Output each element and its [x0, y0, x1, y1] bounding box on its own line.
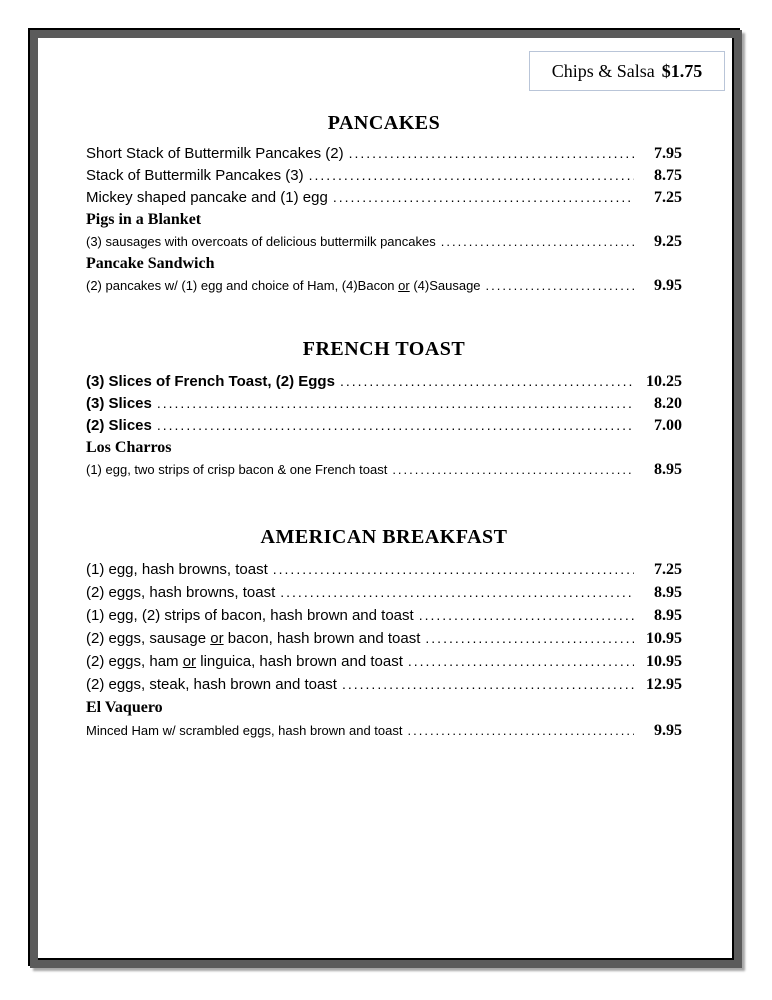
dot-leader: [425, 630, 634, 647]
menu-item-name: Mickey shaped pancake and (1) egg: [86, 189, 328, 206]
menu-item-name: (1) egg, two strips of crisp bacon & one French toast: [86, 462, 388, 477]
section-title-american-breakfast: AMERICAN BREAKFAST: [260, 526, 508, 548]
dot-leader: [333, 189, 634, 206]
menu-item-row: [86, 233, 682, 255]
menu-item-name: (3) sausages with overcoats of delicious buttermilk pancakes: [86, 234, 436, 249]
underlined-word: or: [398, 278, 410, 293]
dot-leader: [408, 722, 635, 739]
menu-item-row: [86, 373, 682, 395]
chips-salsa-label: Chips & Salsa: [551, 60, 655, 81]
section-title-french-toast: FRENCH TOAST: [302, 338, 466, 360]
menu-item-row: [86, 607, 682, 630]
dot-leader: [342, 676, 634, 693]
menu-item-price: 7.95: [654, 145, 682, 162]
menu-item-name: (2) eggs, steak, hash brown and toast: [86, 676, 337, 693]
menu-item-price: 12.95: [646, 676, 682, 693]
menu-item-price: 9.95: [654, 277, 682, 294]
underlined-word: or: [182, 653, 197, 670]
menu-item-name: (2) eggs, ham or linguica, hash brown and toast: [86, 653, 403, 670]
dot-leader: [340, 373, 634, 390]
menu-item-name: (1) egg, hash browns, toast: [86, 561, 268, 578]
menu-item-row: [86, 277, 682, 299]
dot-leader: [486, 277, 634, 294]
menu-subheader-name: El Vaquero: [86, 699, 163, 716]
menu-subheader-row: [86, 255, 682, 277]
menu-item-price: 8.75: [654, 167, 682, 184]
menu-item-price: 8.20: [654, 395, 682, 412]
menu-item-price: 10.95: [646, 653, 682, 670]
menu-item-row: [86, 630, 682, 653]
menu-item-price: 9.25: [654, 233, 682, 250]
menu-item-name: Minced Ham w/ scrambled eggs, hash brown and toast: [86, 723, 403, 738]
dot-leader: [349, 145, 634, 162]
menu-item-price: 8.95: [654, 607, 682, 624]
dot-leader: [408, 653, 634, 670]
menu-item-row: [86, 189, 682, 211]
menu-item-name: (2) Slices: [86, 417, 152, 434]
menu-item-row: [86, 676, 682, 699]
dot-leader: [441, 233, 634, 250]
menu-subheader-row: [86, 699, 682, 722]
dot-leader: [392, 461, 634, 478]
page-border-frame: [30, 30, 742, 968]
chips-salsa-price: $1.75: [661, 60, 703, 81]
menu-item-row: [86, 653, 682, 676]
menu-body: [86, 111, 682, 745]
menu-subheader-row: [86, 439, 682, 461]
underlined-word: or: [210, 630, 224, 647]
menu-item-name: Short Stack of Buttermilk Pancakes (2): [86, 145, 344, 162]
menu-item-price: 7.00: [654, 417, 682, 434]
menu-page: [38, 38, 734, 960]
menu-item-price: 7.25: [654, 561, 682, 578]
menu-item-row: [86, 461, 682, 483]
menu-subheader-name: Pigs in a Blanket: [86, 211, 202, 228]
menu-item-name: (3) Slices: [86, 395, 152, 412]
section-title-pancakes: PANCAKES: [327, 112, 441, 134]
menu-item-row: [86, 395, 682, 417]
menu-item-row: [86, 145, 682, 167]
menu-section-american-breakfast: [86, 525, 682, 745]
menu-item-price: 8.95: [654, 461, 682, 478]
menu-item-price: 8.95: [654, 584, 682, 601]
dot-leader: [273, 561, 634, 578]
chips-salsa-box: [529, 51, 725, 91]
menu-item-price: 9.95: [654, 722, 682, 739]
menu-item-price: 10.95: [646, 630, 682, 647]
menu-item-name: (2) pancakes w/ (1) egg and choice of Ham, (4)Bacon or (4)Sausage: [86, 278, 481, 293]
menu-item-name: (2) eggs, hash browns, toast: [86, 584, 276, 601]
menu-item-name: Stack of Buttermilk Pancakes (3): [86, 167, 304, 184]
menu-section-french-toast: [86, 337, 682, 483]
menu-subheader-name: Los Charros: [86, 439, 172, 456]
dot-leader: [419, 607, 634, 624]
menu-item-row: [86, 417, 682, 439]
dot-leader: [280, 584, 634, 601]
dot-leader: [309, 167, 634, 184]
menu-item-row: [86, 167, 682, 189]
menu-item-name: (3) Slices of French Toast, (2) Eggs: [86, 373, 335, 390]
menu-item-row: [86, 584, 682, 607]
menu-item-price: 10.25: [646, 373, 682, 390]
menu-item-price: 7.25: [654, 189, 682, 206]
menu-subheader-name: Pancake Sandwich: [86, 255, 215, 272]
menu-item-name: (2) eggs, sausage or bacon, hash brown and toast: [86, 630, 421, 647]
dot-leader: [157, 417, 634, 434]
menu-section-pancakes: [86, 111, 682, 299]
menu-item-row: [86, 561, 682, 584]
menu-item-row: [86, 722, 682, 745]
menu-item-name: (1) egg, (2) strips of bacon, hash brown and toast: [86, 607, 414, 624]
dot-leader: [157, 395, 634, 412]
menu-subheader-row: [86, 211, 682, 233]
